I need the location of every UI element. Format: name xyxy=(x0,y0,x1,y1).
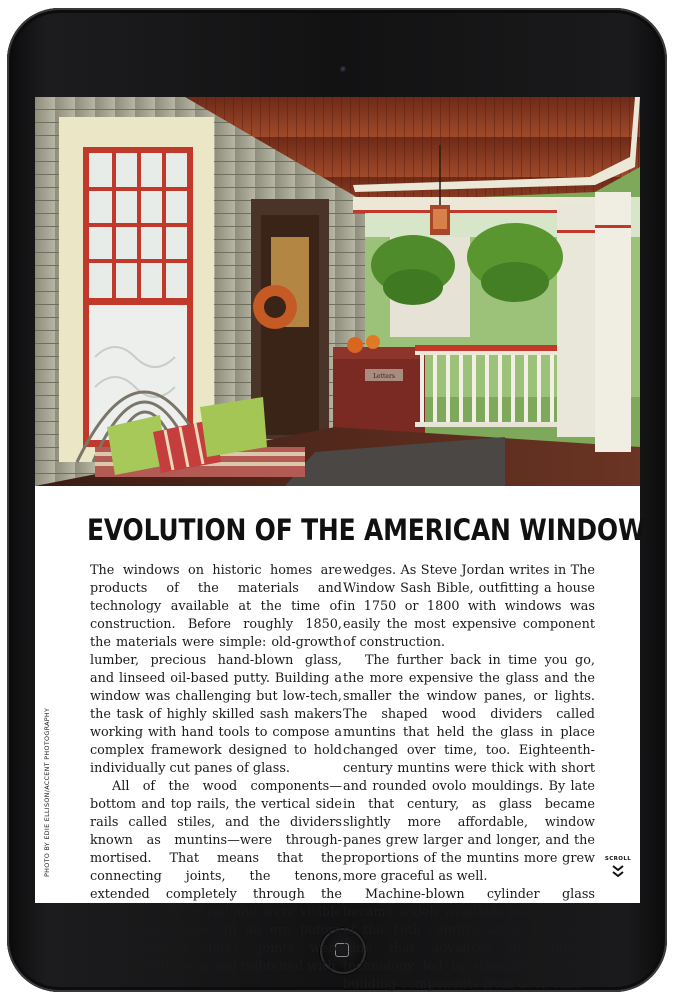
double-chevron-down-icon xyxy=(611,864,625,878)
article-title: EVOLUTION OF THE AMERICAN WINDOW xyxy=(87,513,646,547)
front-camera xyxy=(340,66,347,73)
photo-credit: PHOTO BY EDIE ELLISON/ACCENT PHOTOGRAPHY xyxy=(43,707,51,877)
paragraph: The further back in time you go, the more expensive the glass and the smaller the window panes, or lights. The shaped wood dividers called muntins that held the glass in place changed over time, too. Eighteenth-century muntins were thick with short and rounded ovolo mouldings. By late in that century, as glass became slightly more affordable, window panes grew larger and longer, and the proportions of the muntins more grew more graceful as well. xyxy=(343,653,595,884)
paragraph: wedges. As Steve Jordan writes in The Window Sash Bible, outfitting a house in 1750 or 1800 with windows was easily the most expensive component of construction. xyxy=(343,563,595,650)
paragraph: Machine-blown cylinder glass became widely available near the end of the 19th century, about the same time that advances in millwork technology led to standardization in building components from door case- xyxy=(343,887,595,992)
article-column-1 xyxy=(90,562,342,976)
article-column-2 xyxy=(343,562,595,994)
scroll-label: SCROLL xyxy=(604,856,632,862)
screen xyxy=(35,97,646,992)
paragraph: All of the wood components—bottom and top rails, the vertical side rails called stiles, and the dividers known as muntins—were through-mortised. That means that the connecting joints, the tenons, extended completely through the adjoining stile or rail and were visible along sash edges. In an era before water-resistant glues, joints were secured with pegs and tightened with xyxy=(90,779,342,974)
porch-photo xyxy=(35,97,640,486)
paragraph: The windows on historic homes are products of the materials and technology available at the time of construction. Before roughly 1850, the materials were simple: old-growth lumber, precious hand-blown glass, and linseed oil-based putty. Building a window was challenging but low-tech, the task of highly skilled sash makers working with hand tools to compose a complex framework designed to hold individually cut panes of glass. xyxy=(90,563,342,776)
mailbox-sign: Letters xyxy=(373,373,395,380)
scroll-indicator[interactable] xyxy=(603,856,633,886)
